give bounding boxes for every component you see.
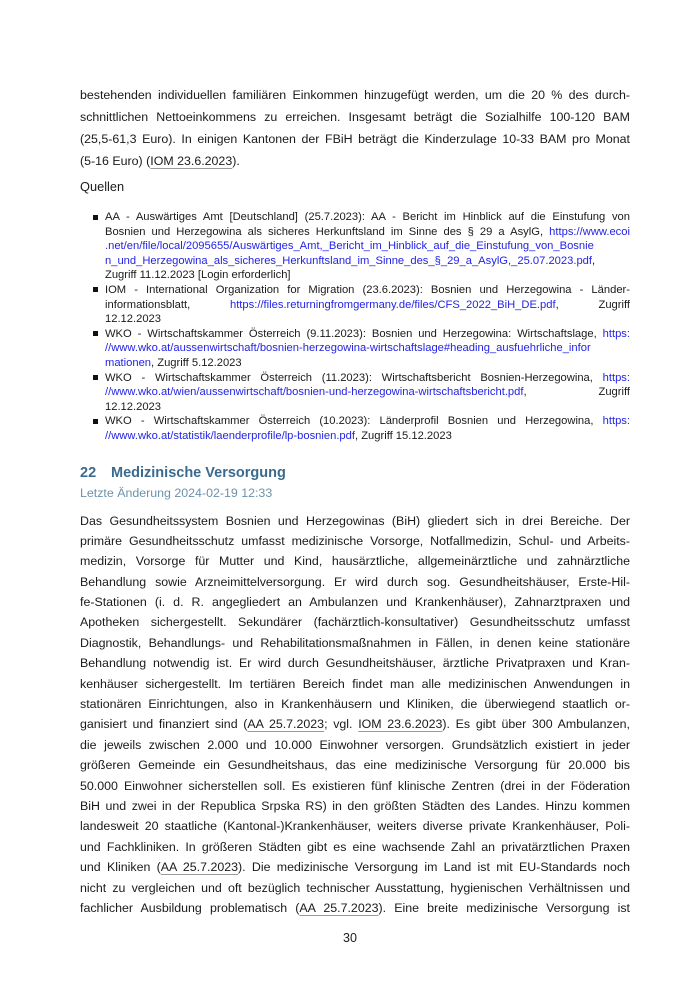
text-line	[80, 674, 630, 694]
text-line	[105, 298, 630, 313]
text-run: primäre Gesundheitsschutz umfasst medizinische Vorsorge, Notfallmedizin, Schul- und Arbeits-	[80, 533, 630, 548]
url-link[interactable]: n_und_Herzegowina_als_sicheres_Herkunftsland_im_Sinne_des_§_29_a_AsylG,_25.07.2023.pdf	[105, 254, 592, 267]
text-line	[80, 796, 630, 816]
text-run: Behandlung notwendig ist. Er wird durch Gesundheitshäuser, ärztliche Privatpraxen und Kran-	[80, 656, 630, 671]
text-run: , Zugriff 5.12.2023	[151, 356, 242, 369]
text-line	[105, 341, 630, 356]
text-line	[105, 283, 630, 298]
page-number: 30	[343, 931, 357, 945]
bullet-square-icon	[93, 419, 98, 424]
text-line	[80, 694, 630, 714]
text-run: fachlicher Ausbildung problematisch (	[80, 900, 300, 915]
text-run: kenhäuser sichergestellt. Im tertiären Bereich findet man alle medizinischen Anwendungen in	[80, 676, 630, 691]
text-run: die jeweils zwischen 2.000 und 10.000 Einwohner versorgen. Grundsätzlich existiert in jeder	[80, 737, 630, 752]
text-run: 12.12.2023	[105, 400, 161, 413]
text-run: und Kliniken (	[80, 860, 161, 875]
text-run: ,	[592, 254, 596, 267]
text-run: WKO - Wirtschaftskammer Österreich (10.2023): Länderprofil Bosnien und Herzegowina,	[105, 415, 603, 428]
text-line	[80, 653, 630, 673]
section-number: 22	[80, 464, 97, 481]
bullet-square-icon	[93, 287, 98, 292]
text-run: IOM - International Organization for Migration (23.6.2023): Bosnien und Herzegowina - Länder-	[105, 283, 630, 296]
text-line	[80, 898, 630, 918]
body-paragraph	[80, 511, 630, 919]
text-line	[105, 414, 630, 429]
citation-link[interactable]: AA 25.7.2023	[299, 900, 379, 915]
text-run: bestehenden individuellen familiären Einkommen hinzugefügt werden, um die 20 % des durch-	[80, 88, 630, 102]
text-run: ganisiert und finanziert sind (	[80, 717, 248, 732]
text-run: und Fachkliniken. In größeren Städten gibt es eine wachsende Zahl an privatärztlichen Praxen	[80, 839, 630, 854]
source-item	[80, 283, 630, 327]
text-run: landesweit 20 staatliche (Kantonal-)Krankenhäuser, weiters diverse private Krankenhäuser, Poli-	[80, 819, 630, 834]
url-link[interactable]: //www.wko.at/aussenwirtschaft/bosnien-herzegowina-wirtschaftslage#heading_ausfuehrliche_infor	[105, 342, 591, 355]
citation-link[interactable]: IOM 23.6.2023	[358, 717, 443, 732]
bullet-square-icon	[93, 331, 98, 336]
text-line	[105, 400, 630, 415]
text-line	[105, 356, 630, 371]
text-line	[80, 714, 630, 734]
text-run: Diagnostik, Behandlungs- und Rehabilitationsmaßnahmen in Fällen, in denen keine stationäre	[80, 635, 630, 650]
text-line	[80, 878, 630, 898]
source-item	[80, 414, 630, 443]
text-run: Behandlung sowie Arzneimittelversorgung. Er wird durch sog. Gesundheitshäuser, Erste-Hil-	[80, 574, 630, 589]
source-item	[80, 210, 630, 283]
text-line	[105, 254, 630, 269]
text-run: (25,5-61,3 Euro). In einigen Kantonen der FBiH beträgt die Kinderzulage 10-33 BAM pro Monat	[80, 132, 630, 146]
url-link[interactable]: //www.wko.at/statistik/laenderprofile/lp-bosnien.pdf	[105, 429, 355, 442]
text-run: , Zugriff 15.12.2023	[354, 429, 452, 442]
text-run: ).	[232, 154, 240, 168]
sources-heading: Quellen	[80, 179, 125, 194]
text-line	[80, 511, 630, 531]
text-run: WKO - Wirtschaftskammer Österreich (9.11.2023): Bosnien und Herzegowina: Wirtschaftslage,	[105, 327, 603, 340]
text-line	[80, 837, 630, 857]
source-item	[80, 371, 630, 415]
text-line	[105, 371, 630, 386]
text-run: 12.12.2023	[105, 313, 161, 326]
text-line	[80, 592, 630, 612]
section-title: Medizinische Versorgung	[111, 464, 286, 481]
text-line	[80, 633, 630, 653]
text-run: (5-16 Euro) (	[80, 154, 151, 168]
text-run: BiH und zwei in der Republica Srpska RS) in den größten Städten des Landes. Hinzu kommen	[80, 798, 630, 813]
page-content	[80, 0, 630, 918]
text-run: größeren Gemeinde ein Gesundheitshaus, das eine medizinische Versorgung für 20.000 bis	[80, 758, 630, 773]
text-run: stationären Einrichtungen, also in Krankenhäusern und Kliniken, die überwiegend staatlich or-	[80, 697, 630, 712]
citation-link[interactable]: AA 25.7.2023	[247, 717, 325, 732]
text-line	[80, 776, 630, 796]
text-run: Bosnien und Herzegowina als sicheres Herkunftsland im Sinne des § 29 a AsylG,	[105, 225, 550, 238]
url-link[interactable]: https://files.returningfromgermany.de/files/CFS_2022_BiH_DE.pdf	[229, 298, 556, 311]
text-run: , Zugriff	[555, 298, 630, 311]
text-line	[80, 755, 630, 775]
source-item	[80, 327, 630, 371]
text-line	[105, 385, 630, 400]
text-line	[80, 531, 630, 551]
text-run: Zugriff 11.12.2023 [Login erforderlich]	[105, 269, 291, 282]
text-run: 50.000 Einwohner sicherstellen soll. Es existieren fünf klinische Zentren (drei in der Föderation	[80, 778, 630, 793]
text-line	[105, 210, 630, 225]
last-change-label: Letzte Änderung 2024-02-19 12:33	[80, 485, 273, 500]
text-line	[105, 268, 630, 283]
section-heading	[80, 464, 630, 483]
url-link[interactable]: https://www.ecoi	[549, 225, 630, 238]
text-run: schnittlichen Nettoeinkommens zu erreichen. Insgesamt beträgt die Sozialhilfe 100-120 BAM	[80, 110, 630, 124]
text-line	[80, 551, 630, 571]
text-line	[80, 816, 630, 836]
text-line	[105, 327, 630, 342]
text-line	[80, 150, 630, 172]
text-line	[80, 857, 630, 877]
url-link[interactable]: https:	[602, 371, 630, 384]
bullet-square-icon	[93, 375, 98, 380]
url-link[interactable]: //www.wko.at/wien/aussenwirtschaft/bosnien-und-herzegowina-wirtschaftsbericht.pdf	[105, 386, 524, 399]
citation-link[interactable]: AA 25.7.2023	[160, 860, 239, 875]
intro-paragraph	[80, 84, 630, 172]
text-run: ). Die medizinische Versorgung im Land ist mit EU-Standards noch	[238, 860, 630, 875]
sources-list	[80, 210, 630, 444]
text-run: ; vgl.	[324, 717, 359, 732]
text-line	[105, 312, 630, 327]
citation-link[interactable]: IOM 23.6.2023	[150, 154, 233, 168]
bullet-square-icon	[93, 215, 98, 220]
url-link[interactable]: .net/en/file/local/2095655/Auswärtiges_Amt,_Bericht_im_Hinblick_auf_die_Einstufung_von_Bosnie	[105, 240, 594, 253]
text-line	[80, 572, 630, 592]
text-line	[80, 106, 630, 128]
text-run: ). Es gibt über 300 Ambulanzen,	[442, 717, 630, 732]
text-run: medizin, Vorsorge für Mutter und Kind, hausärztliche, allgemeinärztliche und zahnärztliche	[80, 554, 630, 569]
url-link[interactable]: mationen	[105, 356, 152, 369]
text-run: Das Gesundheitssystem Bosnien und Herzegowinas (BiH) gliedert sich in drei Bereiche. Der	[80, 513, 630, 528]
text-line	[80, 612, 630, 632]
text-line	[80, 128, 630, 150]
text-run: Apotheken sichergestellt. Sekundärer (fachärztlich-konsultativer) Gesundheitsschutz umfasst	[80, 615, 630, 630]
text-run: , Zugriff	[523, 386, 630, 399]
text-line	[80, 84, 630, 106]
text-run: fe-Stationen (i. d. R. angegliedert an Ambulanzen und Krankenhäuser), Zahnarztpraxen und	[80, 595, 630, 610]
text-line	[105, 225, 630, 240]
url-link[interactable]: https:	[602, 415, 630, 428]
url-link[interactable]: https:	[602, 327, 630, 340]
text-run: nicht zu vergleichen und oft bezüglich technischer Ausstattung, hygienischen Verhältnissen und	[80, 880, 630, 895]
text-run: ). Eine breite medizinische Versorgung ist	[378, 900, 630, 915]
text-run: AA - Auswärtiges Amt [Deutschland] (25.7.2023): AA - Bericht im Hinblick auf die Einstufung von	[105, 211, 630, 223]
text-line	[105, 239, 630, 254]
text-line	[80, 735, 630, 755]
text-line	[105, 429, 630, 444]
text-run: informationsblatt,	[105, 298, 230, 311]
text-run: WKO - Wirtschaftskammer Österreich (11.2023): Wirtschaftsbericht Bosnien-Herzegowina,	[105, 371, 603, 384]
